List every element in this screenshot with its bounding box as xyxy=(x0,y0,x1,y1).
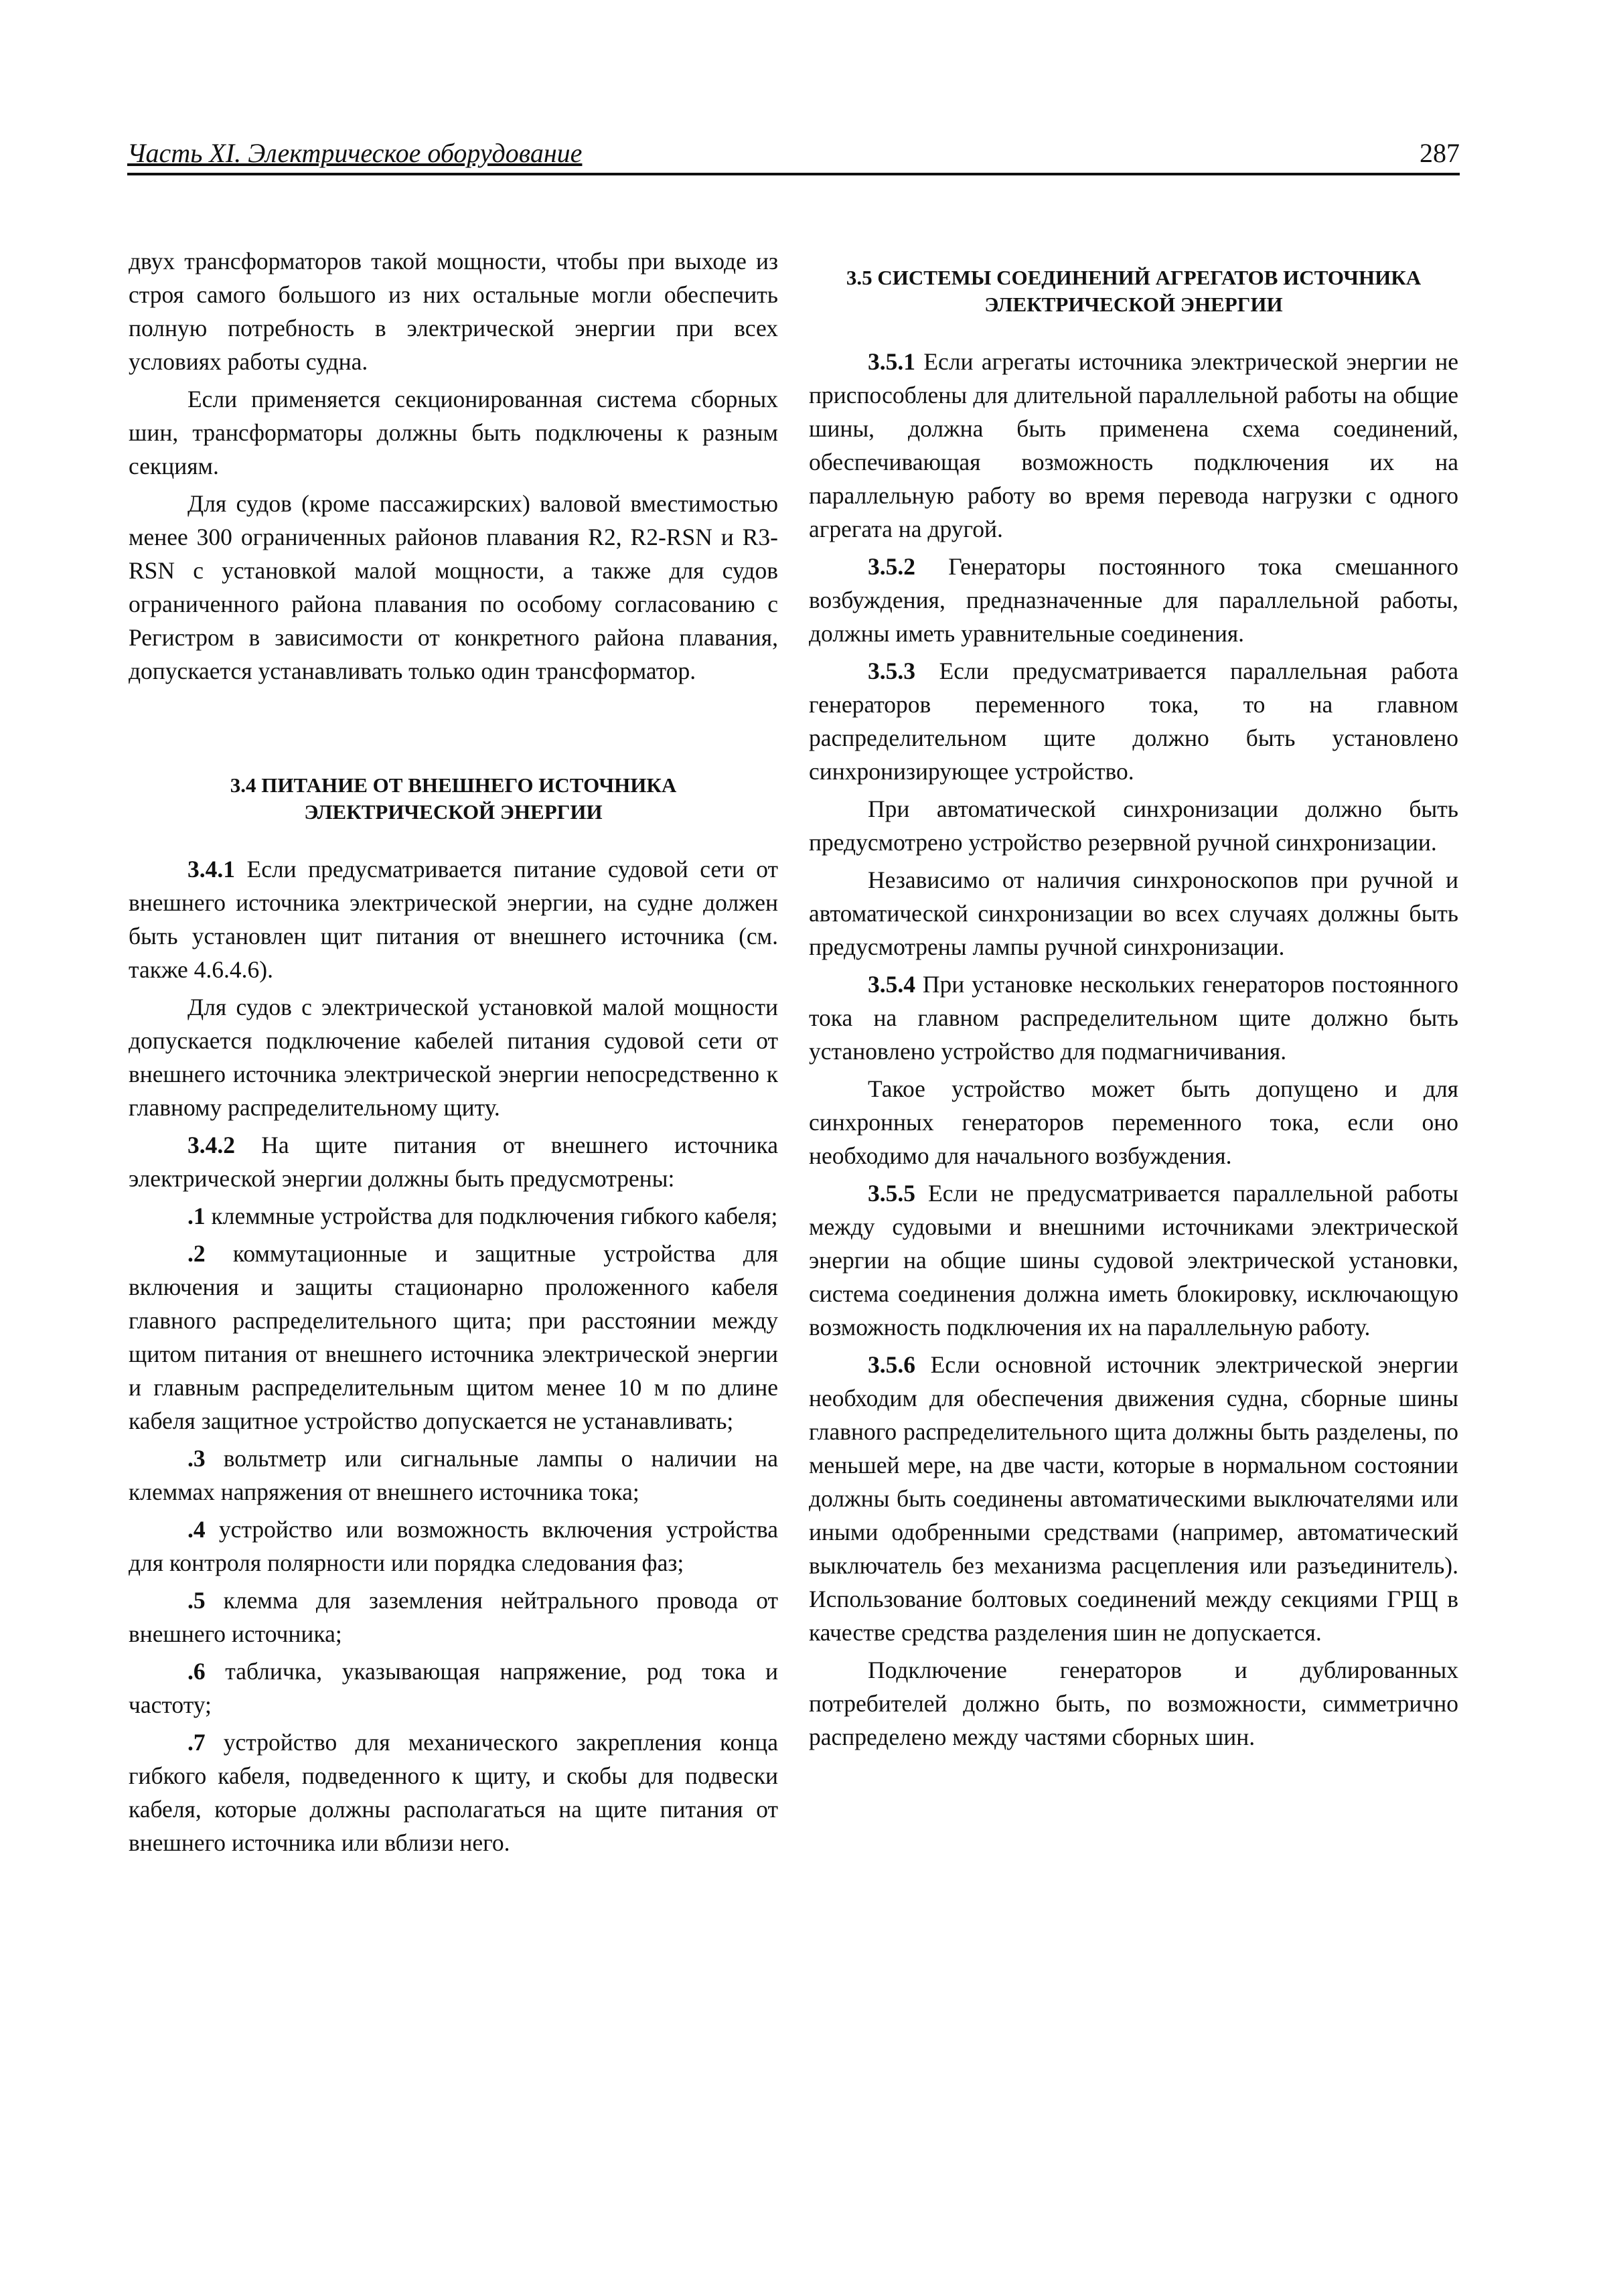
clause-number: 3.4.2 xyxy=(187,1132,235,1158)
item-text: устройство для механического закрепления конца гибкого кабеля, подведенного к щиту, и скобы для подвески кабеля, которые должны располагаться на щите питания от внешнего источника или вблизи него. xyxy=(129,1729,778,1856)
list-item xyxy=(129,1513,778,1580)
item-text: устройство или возможность включения устройства для контроля полярности или порядка следования фаз; xyxy=(129,1516,778,1576)
paragraph-symmetric-distribution: Подключение генераторов и дублированных потребителей должно быть, по возможности, симметрично распределено между частями сборных шин. xyxy=(809,1657,1458,1750)
clause-number: 3.5.3 xyxy=(868,658,915,684)
clause-text: Генераторы постоянного тока смешанного возбуждения, предназначенные для параллельной работы, должны иметь уравнительные соединения. xyxy=(809,553,1458,647)
clause-number: 3.5.4 xyxy=(868,971,915,998)
clause-text: При установке нескольких генераторов постоянного тока на главном распределительном щите должно быть установлено устройство для подмагничивания. xyxy=(809,971,1458,1065)
item-number: .7 xyxy=(187,1729,206,1756)
clause-text: Если не предусматривается параллельной работы между судовыми и внешними источниками электрической энергии на общие шины судовой электрической установки, система соединения должна иметь блокировку, исключающую возможность подключения их на параллельную работу. xyxy=(809,1180,1458,1341)
item-number: .3 xyxy=(187,1445,206,1472)
clause-text: Если основной источник электрической энергии необходим для обеспечения движения судна, сборные шины главного распределительного щита должны быть разделены, по меньшей мере, на две части, которые в нормальном состоянии должны быть соединены автоматическими выключателями или иными одобренными средствами (например, автоматический выключатель без механизма расцепления или разъединитель). Использование болтовых соединений между секциями ГРЩ в качестве средства разделения шин не допускается. xyxy=(809,1351,1458,1646)
paragraph-sync-lamps: Независимо от наличия синхроноскопов при ручной и автоматической синхронизации во всех случаях должны быть предусмотрены лампы ручной синхронизации. xyxy=(809,866,1458,960)
running-title: Часть XI. Электрическое оборудование xyxy=(127,138,583,168)
item-number: .2 xyxy=(187,1240,206,1267)
clause-text: Если агрегаты источника электрической энергии не приспособлены для длительной параллельной работы на общие шины, должна быть применена схема соединений, обеспечивающая возможность подключения их на параллельную работу во время перевода нагрузки с одного агрегата на другой. xyxy=(809,348,1458,542)
list-item xyxy=(129,1726,778,1859)
list-item xyxy=(129,1199,778,1233)
item-text: табличка, указывающая напряжение, род тока и частоту; xyxy=(129,1658,778,1718)
paragraph-auto-sync: При автоматической синхронизации должно быть предусмотрено устройство резервной ручной синхронизации. xyxy=(809,795,1458,856)
item-number: .5 xyxy=(187,1587,206,1614)
clause-text: Если предусматривается параллельная работа генераторов переменного тока, то на главном распределительном щите должно быть установлено синхронизирующее устройство. xyxy=(809,658,1458,785)
clause-number: 3.5.6 xyxy=(868,1351,915,1378)
list-item xyxy=(129,1237,778,1438)
section-heading-3-4: 3.4 ПИТАНИЕ ОТ ВНЕШНЕГО ИСТОЧНИКА ЭЛЕКТРИЧЕСКОЙ ЭНЕРГИИ xyxy=(230,773,677,824)
clause-3-4-2 xyxy=(129,1128,778,1195)
item-text: клемма для заземления нейтрального провода от внешнего источника; xyxy=(129,1587,778,1647)
item-number: .1 xyxy=(187,1203,206,1229)
clause-number: 3.5.5 xyxy=(868,1180,915,1207)
left-column xyxy=(129,244,778,1863)
item-text: клеммные устройства для подключения гибкого кабеля; xyxy=(205,1203,778,1229)
page-number: 287 xyxy=(1420,138,1460,168)
section-heading-3-5: 3.5 СИСТЕМЫ СОЕДИНЕНИЙ АГРЕГАТОВ ИСТОЧНИКА ЭЛЕКТРИЧЕСКОЙ ЭНЕРГИИ xyxy=(846,266,1422,316)
item-text: вольтметр или сигнальные лампы о наличии на клеммах напряжения от внешнего источника тока; xyxy=(129,1445,778,1505)
item-number: .6 xyxy=(187,1658,206,1685)
running-header xyxy=(127,133,1460,175)
clause-3-5-6 xyxy=(809,1348,1458,1649)
clause-3-5-1 xyxy=(809,345,1458,546)
clause-3-4-1 xyxy=(129,852,778,986)
clause-3-5-3 xyxy=(809,654,1458,788)
list-item xyxy=(129,1655,778,1721)
list-item xyxy=(129,1442,778,1509)
clause-number: 3.5.2 xyxy=(868,553,915,580)
clause-3-5-4 xyxy=(809,968,1458,1068)
item-text: коммутационные и защитные устройства для включения и защиты стационарно проложенного кабеля главного распределительного щита; при расстоянии между щитом питания от внешнего источника электрической энергии и главным распределительным щитом менее 10 м по длине кабеля защитное устройство допускается не устанавливать; xyxy=(129,1240,778,1434)
clause-3-5-2 xyxy=(809,550,1458,650)
item-number: .4 xyxy=(187,1516,206,1543)
paragraph-low-power-installation: Для судов с электрической установкой малой мощности допускается подключение кабелей питания судовой сети от внешнего источника электрической энергии непосредственно к главному распределительному щиту. xyxy=(129,994,778,1121)
clause-number: 3.4.1 xyxy=(187,856,235,883)
clause-text: На щите питания от внешнего источника электрической энергии должны быть предусмотрены: xyxy=(129,1132,778,1192)
paragraph-sectioned-busbars: Если применяется секционированная система сборных шин, трансформаторы должны быть подключены к разным секциям. xyxy=(129,386,778,479)
clause-number: 3.5.1 xyxy=(868,348,915,375)
clause-3-5-5 xyxy=(809,1176,1458,1344)
paragraph-excitation-device: Такое устройство может быть допущено и для синхронных генераторов переменного тока, если оно необходимо для начального возбуждения. xyxy=(809,1075,1458,1169)
list-item xyxy=(129,1584,778,1651)
right-column xyxy=(809,244,1458,1758)
clause-text: Если предусматривается питание судовой сети от внешнего источника электрической энергии, на судне должен быть установлен щит питания от внешнего источника (см. также 4.6.4.6). xyxy=(129,856,778,983)
paragraph-continuation: двух трансформаторов такой мощности, чтобы при выходе из строя самого большого из них остальные могли обеспечить полную потребность в электрической энергии при всех условиях работы судна. xyxy=(129,248,778,375)
paragraph-small-vessels: Для судов (кроме пассажирских) валовой вместимостью менее 300 ограниченных районов плавания R2, R2-RSN и R3-RSN с установкой малой мощности, а также для судов ограниченного района плавания по особому согласованию с Регистром в зависимости от конкретного района плавания, допускается устанавливать только один трансформатор. xyxy=(129,490,778,684)
